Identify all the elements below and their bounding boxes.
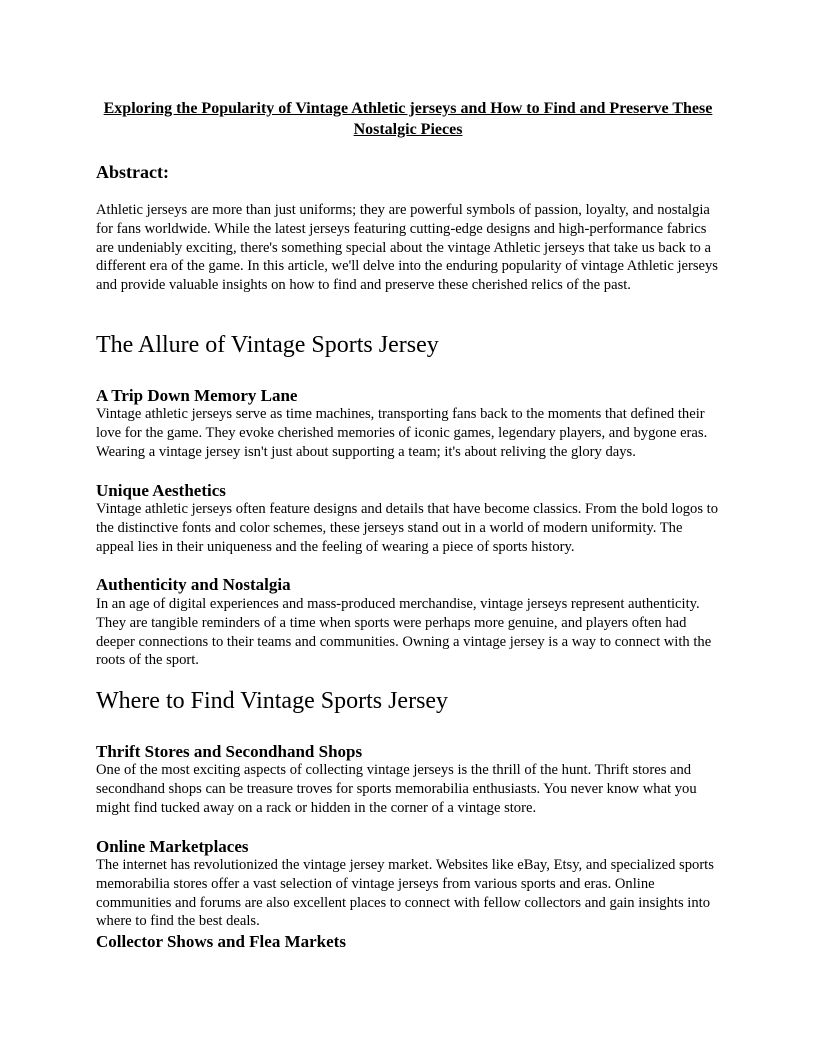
subsection-heading-memory-lane: A Trip Down Memory Lane [96,386,298,405]
abstract-heading: Abstract: [96,162,169,182]
subsection-heading-collector-shows: Collector Shows and Flea Markets [96,932,346,951]
subsection-heading-unique-aesthetics: Unique Aesthetics [96,481,226,500]
subsection-heading-authenticity: Authenticity and Nostalgia [96,575,291,594]
subsection-text-unique-aesthetics: Vintage athletic jerseys often feature designs and details that have become classics. From the bold logos to the distinctive fonts and color schemes, these jerseys stand out in a world of modern uniformity. The appeal lies in their uniqueness and the feeling of wearing a piece of sports history. [96,501,719,555]
subsection-text-online-marketplaces: The internet has revolutionized the vintage jersey market. Websites like eBay, Etsy, and specialized sports memorabilia stores offer a vast selection of vintage jerseys from various sports and eras. Online communities and forums are also excellent places to connect with fellow collectors and gain insights into where to find the best deals. [96,857,714,930]
subsection-text-memory-lane: Vintage athletic jerseys serve as time machines, transporting fans back to the moments that defined their love for the game. They evoke cherished memories of iconic games, legendary players, and bygone eras. Wearing a vintage jersey isn't just about supporting a team; it's about reliving the glory days. [96,406,708,460]
subsection-text-thrift-stores: One of the most exciting aspects of collecting vintage jerseys is the thrill of the hunt. Thrift stores and secondhand shops can be treasure troves for sports memorabilia enthusiasts. You never know what you might find tucked away on a rack or hidden in the corner of a vintage store. [96,762,697,816]
document-title: Exploring the Popularity of Vintage Athletic jerseys and How to Find and Preserve These Nostalgic Pieces [103,100,713,138]
subsection-heading-thrift-stores: Thrift Stores and Secondhand Shops [96,742,363,761]
subsection-text-authenticity: In an age of digital experiences and mass-produced merchandise, vintage jerseys represent authenticity. They are tangible reminders of a time when sports were perhaps more genuine, and players often had deeper connections to their teams and communities. Owning a vintage jersey is a way to connect with the roots of the sport. [96,596,712,669]
abstract-text: Athletic jerseys are more than just uniforms; they are powerful symbols of passion, loyalty, and nostalgia for fans worldwide. While the latest jerseys featuring cutting-edge designs and high-performance fabrics are undeniably exciting, there's something special about the vintage Athletic jerseys that take us back to a different era of the game. In this article, we'll delve into the enduring popularity of vintage Athletic jerseys and provide valuable insights on how to find and preserve these cherished relics of the past. [96,202,718,294]
section-heading-allure: The Allure of Vintage Sports Jersey [96,332,439,358]
subsection-heading-online-marketplaces: Online Marketplaces [96,837,249,856]
section-heading-where-to-find: Where to Find Vintage Sports Jersey [96,688,449,714]
